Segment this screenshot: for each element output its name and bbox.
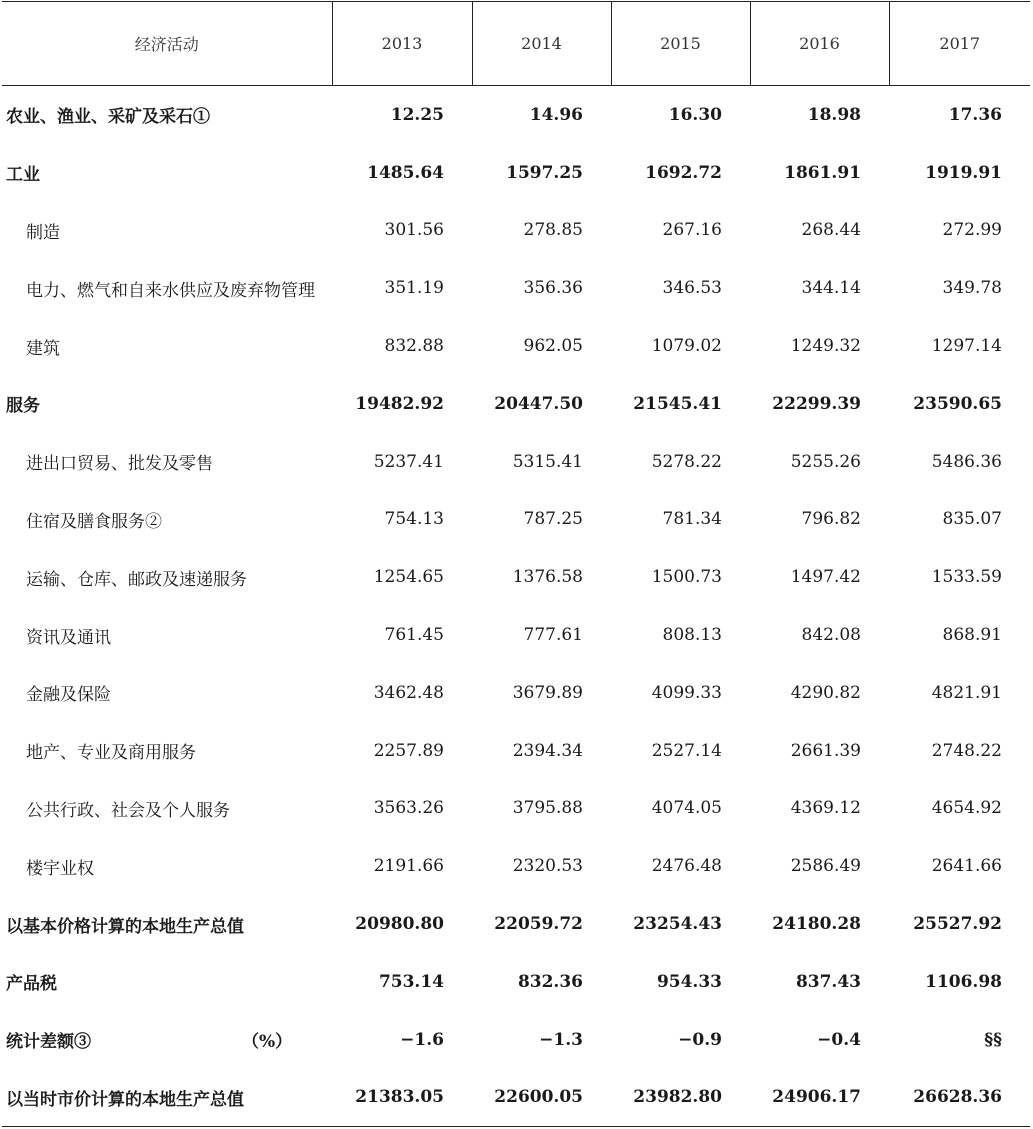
header-year-2016: 2016 [750, 2, 889, 86]
row-unit: （%） [242, 1032, 293, 1053]
value-cell: 837.43 [795, 971, 861, 992]
value-cell: 14.96 [529, 104, 583, 125]
row-label-cell [2, 1011, 332, 1069]
value-cell: 868.91 [942, 625, 1002, 646]
value-cell: 21545.41 [633, 393, 722, 414]
value-cell: 2476.48 [651, 856, 722, 877]
value-cell: 2661.39 [790, 740, 861, 761]
row-label: 公共行政、社会及个人服务 [26, 800, 230, 821]
row-label-wrap [6, 391, 332, 416]
row-label-cell [2, 144, 332, 202]
row-label-wrap [26, 276, 332, 301]
row-label-wrap [26, 334, 332, 359]
table-row [2, 1069, 1030, 1127]
value-cell: 301.56 [384, 220, 444, 241]
value-cell: 1254.65 [373, 567, 444, 588]
value-cell: 2320.53 [512, 856, 583, 877]
row-label: 以当时市价计算的本地生产总值 [6, 1089, 244, 1110]
value-cell: 22600.05 [472, 1069, 611, 1127]
value-cell: 349.78 [942, 278, 1002, 299]
value-cell: 761.45 [384, 625, 444, 646]
row-label: 以基本价格计算的本地生产总值 [6, 916, 244, 937]
value-cell: 19482.92 [355, 393, 444, 414]
table-row [2, 86, 1030, 144]
row-label-wrap [26, 854, 332, 879]
value-cell: 23982.80 [611, 1069, 750, 1127]
value-cell: 18.98 [807, 104, 861, 125]
value-cell: 781.34 [662, 509, 722, 530]
row-label-wrap [26, 507, 332, 532]
table-row [2, 722, 1030, 780]
value-cell: −0.9 [678, 1029, 722, 1050]
value-cell: 17.36 [948, 104, 1002, 125]
value-cell: 344.14 [801, 278, 861, 299]
gdp-by-economic-activity-table [2, 1, 1030, 1127]
value-cell: 356.36 [523, 278, 583, 299]
row-label-cell [2, 259, 332, 317]
table-header [2, 2, 1030, 86]
row-label: 资讯及通讯 [26, 627, 111, 648]
value-cell: 22299.39 [772, 393, 861, 414]
table-row [2, 491, 1030, 549]
value-cell: 20447.50 [494, 393, 583, 414]
value-cell: 1376.58 [512, 567, 583, 588]
row-label: 农业、渔业、采矿及采石① [6, 107, 210, 128]
value-cell: 351.19 [384, 278, 444, 299]
header-year-2014: 2014 [472, 2, 611, 86]
value-cell: 1297.14 [931, 336, 1002, 357]
row-label-cell [2, 202, 332, 260]
value-cell: 268.44 [801, 220, 861, 241]
value-cell: 2257.89 [373, 740, 444, 761]
table-row [2, 780, 1030, 838]
value-cell: 796.82 [801, 509, 861, 530]
value-cell: 2527.14 [651, 740, 722, 761]
row-label: 地产、专业及商用服务 [26, 743, 196, 764]
value-cell: −0.4 [817, 1029, 861, 1050]
value-cell: 4821.91 [931, 682, 1002, 703]
row-label-cell [2, 722, 332, 780]
value-cell: 23254.43 [633, 914, 722, 935]
row-label-wrap [6, 969, 332, 994]
value-cell: 4099.33 [651, 682, 722, 703]
row-label-cell [2, 606, 332, 664]
value-cell: 23590.65 [913, 393, 1002, 414]
row-label-wrap [26, 796, 332, 821]
table-row [2, 317, 1030, 375]
table-row [2, 837, 1030, 895]
value-cell: 1079.02 [651, 336, 722, 357]
row-label-wrap [26, 680, 332, 705]
value-cell: 954.33 [656, 971, 722, 992]
row-label-wrap [26, 218, 332, 243]
table-body [2, 86, 1030, 1127]
value-cell: 4074.05 [651, 798, 722, 819]
value-cell: 1861.91 [784, 162, 861, 183]
value-cell: 842.08 [801, 625, 861, 646]
value-cell: 24906.17 [750, 1069, 889, 1127]
row-label: 楼宇业权 [26, 858, 94, 879]
row-label-wrap [26, 623, 332, 648]
row-label-wrap [6, 1085, 332, 1110]
value-cell: 1597.25 [506, 162, 583, 183]
header-row [2, 2, 1030, 86]
value-cell: 787.25 [523, 509, 583, 530]
row-label-cell [2, 491, 332, 549]
row-label-cell [2, 375, 332, 433]
value-cell: 12.25 [390, 104, 444, 125]
value-cell: 1500.73 [651, 567, 722, 588]
value-cell: 1692.72 [645, 162, 722, 183]
value-cell: 832.36 [517, 971, 583, 992]
value-cell: 21383.05 [332, 1069, 472, 1127]
table-row [2, 202, 1030, 260]
value-cell: 3563.26 [373, 798, 444, 819]
table-row [2, 433, 1030, 491]
value-cell: 1919.91 [925, 162, 1002, 183]
value-cell: 3679.89 [512, 682, 583, 703]
table-row [2, 953, 1030, 1011]
row-label-cell [2, 1069, 332, 1127]
table-row [2, 259, 1030, 317]
row-label: 运输、仓库、邮政及速递服务 [26, 569, 247, 590]
value-cell: 272.99 [942, 220, 1002, 241]
row-label-cell [2, 664, 332, 722]
header-year-2013: 2013 [332, 2, 472, 86]
row-label: 住宿及膳食服务② [26, 511, 162, 532]
row-label-cell [2, 953, 332, 1011]
row-label-wrap [6, 102, 332, 127]
value-cell: 808.13 [662, 625, 722, 646]
row-label: 制造 [26, 222, 60, 243]
value-cell: 16.30 [668, 104, 722, 125]
row-label: 产品税 [6, 974, 57, 995]
row-label-wrap [6, 160, 332, 185]
value-cell: −1.6 [400, 1029, 444, 1050]
value-cell: 4654.92 [931, 798, 1002, 819]
value-cell: 2641.66 [931, 856, 1002, 877]
header-economic-activity: 经济活动 [2, 2, 332, 86]
value-cell: 1106.98 [925, 971, 1002, 992]
value-cell: 5255.26 [790, 451, 861, 472]
value-cell: 2586.49 [790, 856, 861, 877]
value-cell: 3795.88 [512, 798, 583, 819]
value-cell: 22059.72 [494, 914, 583, 935]
value-cell: 754.13 [384, 509, 444, 530]
row-label-cell [2, 548, 332, 606]
row-label: 服务 [6, 396, 40, 417]
row-label: 金融及保险 [26, 685, 111, 706]
value-cell: 5278.22 [651, 451, 722, 472]
row-label: 工业 [6, 165, 40, 186]
row-label-cell [2, 780, 332, 838]
value-cell: 5237.41 [373, 451, 444, 472]
value-cell: 962.05 [523, 336, 583, 357]
table-row [2, 664, 1030, 722]
table-row [2, 375, 1030, 433]
value-cell: 1533.59 [931, 567, 1002, 588]
value-cell: 835.07 [942, 509, 1002, 530]
value-cell: 2191.66 [373, 856, 444, 877]
value-cell: 25527.92 [913, 914, 1002, 935]
value-cell: §§ [984, 1029, 1002, 1050]
value-cell: 24180.28 [772, 914, 861, 935]
table-row [2, 1011, 1030, 1069]
row-label-cell [2, 317, 332, 375]
value-cell: 20980.80 [355, 914, 444, 935]
value-cell: 2394.34 [512, 740, 583, 761]
row-label-wrap [6, 1027, 332, 1052]
row-label-cell [2, 837, 332, 895]
value-cell: 3462.48 [373, 682, 444, 703]
value-cell: 5486.36 [931, 451, 1002, 472]
value-cell: 1497.42 [790, 567, 861, 588]
value-cell: 267.16 [662, 220, 722, 241]
header-year-2017: 2017 [889, 2, 1030, 86]
header-year-2015: 2015 [611, 2, 750, 86]
table-row [2, 144, 1030, 202]
value-cell: 4369.12 [790, 798, 861, 819]
row-label: 建筑 [26, 338, 60, 359]
table-row [2, 895, 1030, 953]
value-cell: 346.53 [662, 278, 722, 299]
row-label-wrap [26, 565, 332, 590]
row-label-cell [2, 86, 332, 144]
row-label: 进出口贸易、批发及零售 [26, 454, 213, 475]
value-cell: 753.14 [378, 971, 444, 992]
row-label: 电力、燃气和自来水供应及废弃物管理 [26, 280, 315, 301]
table-row [2, 606, 1030, 664]
value-cell: 777.61 [523, 625, 583, 646]
value-cell: 5315.41 [512, 451, 583, 472]
value-cell: 2748.22 [931, 740, 1002, 761]
value-cell: 4290.82 [790, 682, 861, 703]
row-label-cell [2, 433, 332, 491]
row-label-wrap [26, 738, 332, 763]
value-cell: 26628.36 [889, 1069, 1030, 1127]
value-cell: 832.88 [384, 336, 444, 357]
value-cell: 278.85 [523, 220, 583, 241]
row-label-cell [2, 895, 332, 953]
row-label-wrap [6, 912, 332, 937]
row-label-wrap [26, 449, 332, 474]
table-row [2, 548, 1030, 606]
value-cell: 1249.32 [790, 336, 861, 357]
row-label: 统计差额③ [6, 1032, 91, 1053]
value-cell: −1.3 [539, 1029, 583, 1050]
value-cell: 1485.64 [367, 162, 444, 183]
